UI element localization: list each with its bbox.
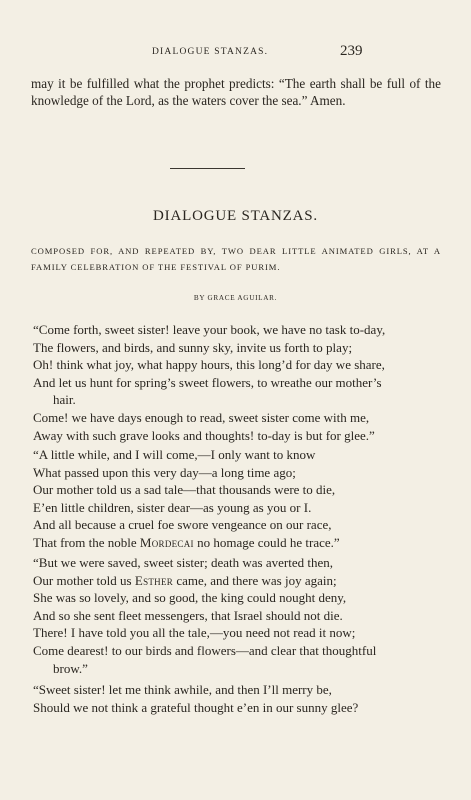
verse-line: Our mother told us a sad tale—that thousands were to die, [33,482,336,498]
verse-line: E’en little children, sister dear—as young as you or I. [33,499,312,515]
verse-line-turnover: hair. [53,392,76,408]
verse-line [31,572,443,590]
verse-line: “A little while, and I will come,—I only want to know [33,447,316,462]
verse-text: no homage could he trace.” [193,534,340,550]
verse-line: Oh! think what joy, what happy hours, this long’d for day we share, [33,357,385,373]
name-esther: Esther [134,572,174,588]
stanza [31,554,443,677]
verse-line: Come! we have days enough to read, sweet sister come with me, [33,409,370,425]
page-number: 239 [340,43,363,59]
poem-byline: BY GRACE AGUILAR. [193,294,278,302]
verse-line: And all because a cruel foe swore vengeance on our race, [33,517,332,533]
intro-paragraph: may it be fulfilled what the prophet predicts: “The earth shall be full of the knowledge of the Lord, as the waters cover the sea.” Amen. [31,76,441,108]
page-header [0,43,471,62]
verse-text: came, and there was joy again; [173,572,337,588]
stanza [31,321,443,444]
stanza [31,446,443,552]
verse-line: “Come forth, sweet sister! leave your book, we have no task to-day, [33,322,386,337]
stanza [31,681,443,716]
poem-subtitle: COMPOSED FOR, AND REPEATED BY, TWO DEAR LITTLE ANIMATED GIRLS, AT A FAMILY CELEBRATION OF THE FESTIVAL OF PURIM. [31,246,441,272]
verse-line: She was so lovely, and so good, the king could nought deny, [33,590,347,606]
verse-line: Away with such grave looks and thoughts! to-day is but for glee.” [33,427,375,443]
verse-line: “Sweet sister! let me think awhile, and then I’ll merry be, [33,682,332,697]
running-title: DIALOGUE STANZAS. [152,47,269,57]
verse-text: That from the noble [33,534,140,550]
verse-line: What passed upon this very day—a long time ago; [33,464,296,480]
verse-line [31,534,443,552]
verse-line: Should we not think a grateful thought e’en in our sunny glee? [33,699,359,715]
verse-line-turnover: brow.” [53,660,88,676]
verse-line: There! I have told you all the tale,—you need not read it now; [33,625,356,641]
name-mordecai: Mordecai [139,534,194,550]
verse-line: And let us hunt for spring’s sweet flowers, to wreathe our mother’s [33,374,382,390]
verse-line: And so she sent fleet messengers, that Israel should not die. [33,607,343,623]
verse-line: “But we were saved, sweet sister; death was averted then, [33,555,333,570]
verse-line: The flowers, and birds, and sunny sky, invite us forth to play; [33,339,353,355]
section-divider [170,168,245,169]
poem-title: DIALOGUE STANZAS. [153,208,318,224]
verse-line: Come dearest! to our birds and flowers—and clear that thoughtful [33,642,377,658]
verse-text: Our mother told us [33,572,135,588]
